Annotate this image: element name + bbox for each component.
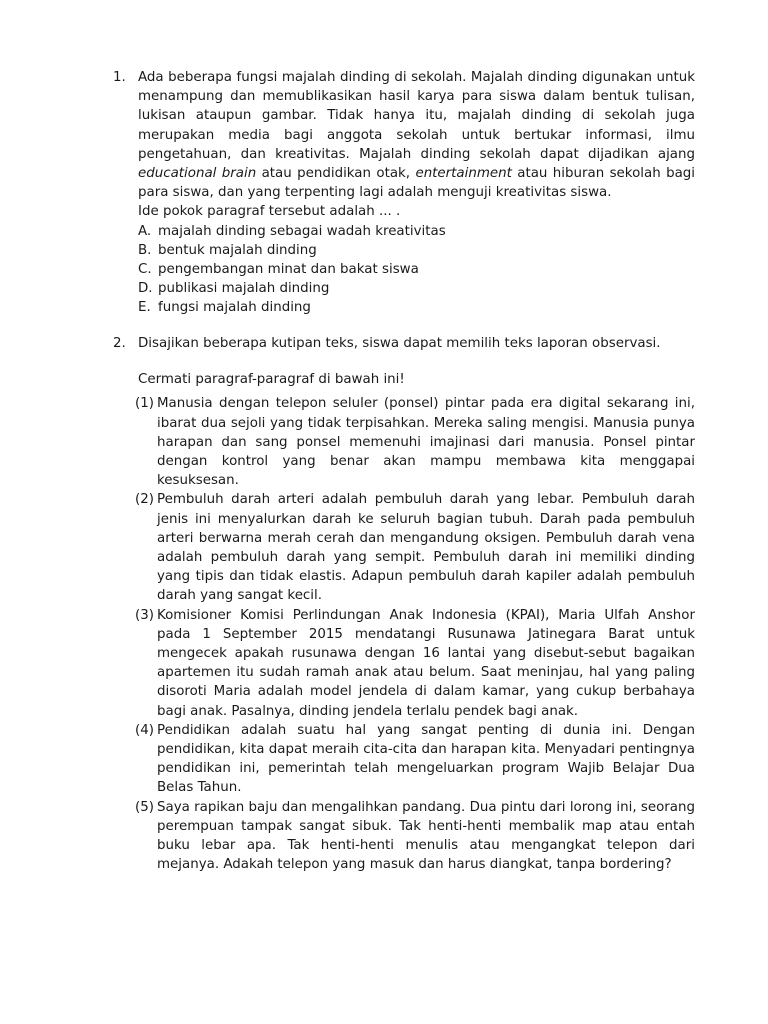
passage-text: Ada beberapa fungsi majalah dinding di sekolah. Majalah dinding digunakan untuk menampung dan memublikasikan hasil karya para siswa dalam bentuk tulisan, lukisan ataupun gambar. Tidak hanya itu, majalah dinding di sekolah juga merupakan media bagi anggota sekolah untuk bertukar informasi, ilmu pengetahuan, dan kreativitas. Majalah dinding sekolah dapat dijadikan ajang [138,70,695,162]
answer-option-a[interactable] [138,222,695,241]
option-letter: E. [138,300,151,316]
question-2-instruction: Cermati paragraf-paragraf di bawah ini! [138,372,405,388]
paragraph-text: Pendidikan adalah suatu hal yang sangat penting di dunia ini. Dengan pendidikan, kita dapat meraih cita-cita dan harapan kita. Menyadari pentingnya pendidikan ini, pemerintah telah mengeluarkan program Wajib Belajar Dua Belas Tahun. [157,722,695,796]
paragraph-number: (5) [135,799,154,815]
paragraph-number: (3) [135,607,154,623]
question-2-intro: Disajikan beberapa kutipan teks, siswa dapat memilih teks laporan observasi. [138,336,661,351]
option-letter: A. [138,223,152,239]
question-1 [113,68,695,318]
answer-option-b[interactable] [138,241,695,260]
paragraph-list [135,394,695,874]
answer-option-c[interactable] [138,260,695,279]
paragraph-number: (2) [135,492,154,508]
paragraph-text: Pembuluh darah arteri adalah pembuluh darah yang lebar. Pembuluh darah jenis ini menyalurkan darah ke seluruh bagian tubuh. Darah pada pembuluh arteri berwarna merah cerah dan mengandung oksigen. Pembuluh darah vena adalah pembuluh darah yang sempit. Pembuluh darah ini memiliki dinding yang tipis dan tidak elastis. Adapun pembuluh darah kapiler adalah pembuluh darah yang sangat kecil. [157,492,695,604]
paragraph-number: (1) [135,396,154,412]
paragraph-text: Komisioner Komisi Perlindungan Anak Indonesia (KPAI), Maria Ulfah Anshor pada 1 September 2015 mendatangi Rusunawa Jatinegara Barat untuk mengecek apakah rusunawa dengan 16 lantai yang disebut-sebut bagaikan apartemen itu sudah ramah anak atau belum. Saat meninjau, hal yang paling disoroti Maria adalah model jendela di dalam kamar, yang cukup berbahaya bagi anak. Pasalnya, dinding jendela terlalu pendek bagi anak. [157,607,695,719]
answer-option-e[interactable] [138,298,695,317]
question-body [138,68,695,318]
paragraph-2[interactable] [135,490,695,605]
answer-options [138,222,695,318]
spacer [138,353,695,370]
paragraph-5[interactable] [135,798,695,875]
question-1-passage [138,68,695,202]
option-text: majalah dinding sebagai wadah kreativitas [158,223,446,239]
passage-italic-term: entertainment [415,166,512,182]
option-text: fungsi majalah dinding [158,300,311,316]
option-letter: D. [138,281,153,297]
passage-italic-term: educational brain [138,166,257,182]
paragraph-3[interactable] [135,606,695,721]
passage-text: atau hiburan sekolah bagi para siswa, dan yang terpenting lagi adalah menguji kreativitas siswa. [138,166,695,201]
option-text: bentuk majalah dinding [158,242,317,258]
paragraph-1[interactable] [135,394,695,490]
option-letter: B. [138,242,152,258]
question-number: 2. [113,336,126,351]
option-text: pengembangan minat dan bakat siswa [158,262,419,278]
option-text: publikasi majalah dinding [158,281,330,297]
paragraph-number: (4) [135,722,154,738]
question-2 [113,334,695,874]
answer-option-d[interactable] [138,279,695,298]
question-body [135,334,695,874]
option-letter: C. [138,262,152,278]
paragraph-text: Saya rapikan baju dan mengalihkan pandang. Dua pintu dari lorong ini, seorang perempuan tampak sangat sibuk. Tak henti-henti membalik map atau entah buku lebar apa. Tak henti-henti menulis atau mengangkat telepon dari mejanya. Adakah telepon yang masuk dan harus diangkat, tanpa bordering? [157,799,695,873]
question-number: 1. [113,70,126,85]
passage-text: atau pendidikan otak, [256,166,416,182]
question-1-prompt: Ide pokok paragraf tersebut adalah ... . [138,204,401,220]
paragraph-text: Manusia dengan telepon seluler (ponsel) pintar pada era digital sekarang ini, ibarat dua sejoli yang tidak terpisahkan. Mereka saling mengisi. Manusia punya harapan dan sang ponsel memenuhi imajinasi dari manusia. Ponsel pintar dengan kontrol yang benar akan mampu membawa kita menggapai kesuksesan. [157,396,695,489]
paragraph-4[interactable] [135,721,695,798]
